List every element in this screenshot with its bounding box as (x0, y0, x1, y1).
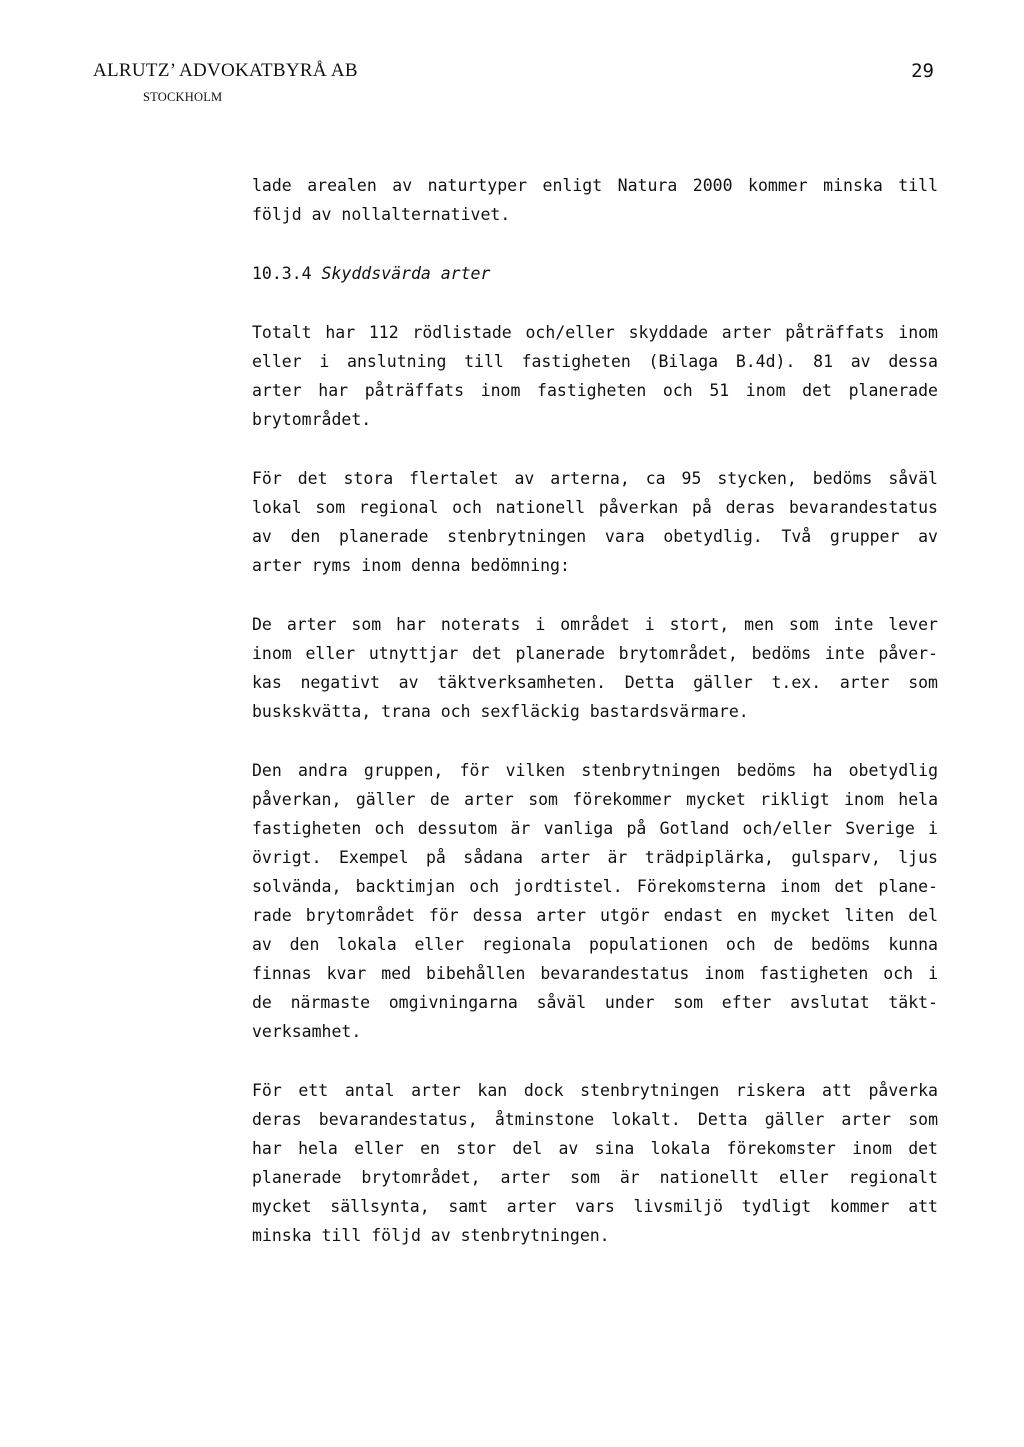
firm-city: STOCKHOLM (143, 90, 223, 104)
text-line: har hela eller en stor del av sina lokala förekomster inom det (252, 1139, 938, 1158)
section-heading (252, 259, 938, 288)
text-line: påverkan, gäller de arter som förekommer mycket rikligt inom hela (252, 790, 938, 809)
text-line: inom eller utnyttjar det planerade brytområdet, bedöms inte påver- (252, 644, 938, 663)
text-line: mycket sällsynta, samt arter vars livsmiljö tydligt kommer att (252, 1197, 938, 1216)
text-line: deras bevarandestatus, åtminstone lokalt. Detta gäller arter som (252, 1110, 938, 1129)
paragraph-4 (252, 610, 938, 726)
paragraph-5 (252, 756, 938, 1046)
page-number: 29 (911, 60, 934, 82)
text-line: brytområdet. (252, 410, 372, 429)
text-line: solvända, backtimjan och jordtistel. Förekomsterna inom det plane- (252, 877, 938, 896)
text-line: följd av nollalternativet. (252, 205, 511, 224)
paragraph-2 (252, 318, 938, 434)
text-line: planerade brytområdet, arter som är nationellt eller regionalt (252, 1168, 938, 1187)
text-line: kas negativt av täktverksamheten. Detta gäller t.ex. arter som (252, 673, 938, 692)
firm-name: ALRUTZ’ ADVOKATBYRÅ AB (93, 60, 358, 81)
text-line: verksamhet. (252, 1022, 362, 1041)
heading-title: Skyddsvärda arter (321, 264, 491, 283)
letterhead (93, 60, 358, 104)
text-line: lokal som regional och nationell påverkan på deras bevarandestatus (252, 498, 938, 517)
document-body (252, 171, 938, 1280)
text-line: För det stora flertalet av arterna, ca 95 stycken, bedöms såväl (252, 469, 938, 488)
text-line: De arter som har noterats i området i stort, men som inte lever (252, 615, 938, 634)
text-line: buskskvätta, trana och sexfläckig bastardsvärmare. (252, 702, 749, 721)
text-line: För ett antal arter kan dock stenbrytningen riskera att påverka (252, 1081, 938, 1100)
text-line: av den lokala eller regionala populationen och de bedöms kunna (252, 935, 938, 954)
text-line: finnas kvar med bibehållen bevarandestatus inom fastigheten och i (252, 964, 938, 983)
text-line: de närmaste omgivningarna såväl under som efter avslutat täkt- (252, 993, 938, 1012)
text-line: övrigt. Exempel på sådana arter är trädpiplärka, gulsparv, ljus (252, 848, 938, 867)
text-line: arter ryms inom denna bedömning: (252, 556, 570, 575)
heading-line (252, 259, 938, 288)
paragraph-6 (252, 1076, 938, 1250)
heading-number: 10.3.4 (252, 264, 312, 283)
text-line: minska till följd av stenbrytningen. (252, 1226, 610, 1245)
text-line: Den andra gruppen, för vilken stenbrytningen bedöms ha obetydlig (252, 761, 938, 780)
text-line: fastigheten och dessutom är vanliga på Gotland och/eller Sverige i (252, 819, 938, 838)
text-line: rade brytområdet för dessa arter utgör endast en mycket liten del (252, 906, 938, 925)
paragraph-1 (252, 171, 938, 229)
text-line: arter har påträffats inom fastigheten och 51 inom det planerade (252, 381, 938, 400)
text-line: eller i anslutning till fastigheten (Bilaga B.4d). 81 av dessa (252, 352, 938, 371)
text-line: av den planerade stenbrytningen vara obetydlig. Två grupper av (252, 527, 938, 546)
text-line: lade arealen av naturtyper enligt Natura 2000 kommer minska till (252, 176, 938, 195)
paragraph-3 (252, 464, 938, 580)
text-line: Totalt har 112 rödlistade och/eller skyddade arter påträffats inom (252, 323, 938, 342)
